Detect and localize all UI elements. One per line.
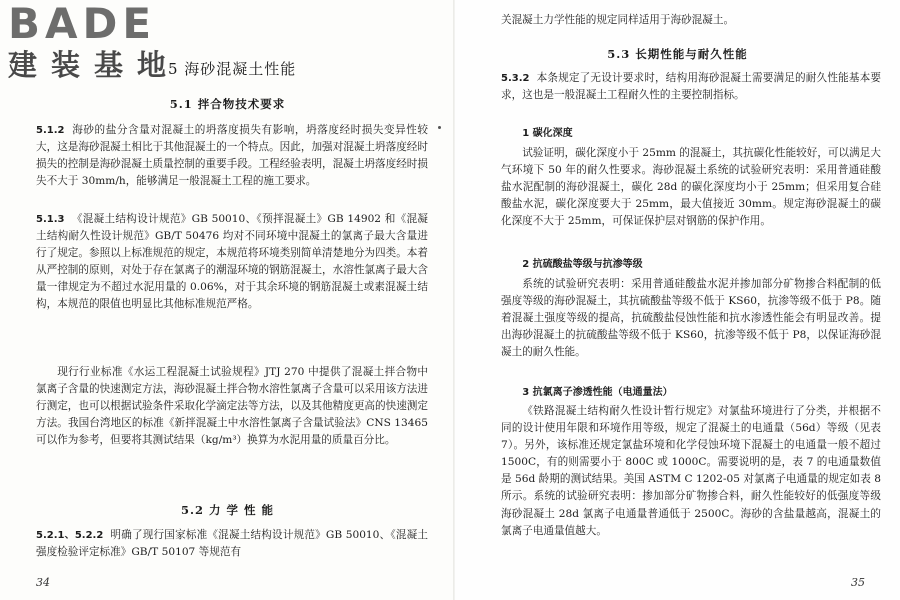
paragraph-5-2-1 [36,527,428,561]
clause-number: 5.2.1、5.2.2 [36,530,104,541]
paragraph-5-1-3 [36,211,428,314]
item-2-text: 系统的试验研究表明：采用普通硅酸盐水泥并掺加部分矿物掺合料配制的低强度等级的海砂混凝土，其抗硫酸盐等级不低于 KS60，抗渗等级不低于 P8。随着混凝土强度等级的提高，抗硫酸盐侵蚀性能和抗水渗透性能会有明显改善。提出海砂混凝土的抗硫酸盐等级不低于 KS60，抗渗等级不低于 P8，以保证海砂混凝土的耐久性能。 [501,278,881,359]
clause-number: 5.1.2 [36,125,65,136]
clause-text: 明确了现行国家标准《混凝土结构设计规范》GB 50010、《混凝土强度检验评定标准》GB/T 50107 等规范有 [36,529,428,559]
paragraph-5-1-3-continued: 现行行业标准《水运工程混凝土试验规程》JTJ 270 中提供了混凝土拌合物中氯离子含量的快速测定方法，海砂混凝土拌合物水溶性氯离子含量可以采用该方法进行测定，也可以根据试验条件采取化学滴定法等方法，以及其他精度更高的快速测定方法。我国台湾地区的标准《新拌混凝土中水溶性氯离子含量试验法》CNS 13465 可以作为参考，但要将其测试结果（kg/m³）换算为水泥用量的质量百分比。 [36,366,428,447]
logo-chinese: 建装基地 [8,48,181,82]
continued-text: 关混凝土力学性能的规定同样适用于海砂混凝土。 [501,14,735,26]
item-1-text: 试验证明，碳化深度小于 25mm 的混凝土，其抗碳化性能较好，可以满足大气环境下 50 年的耐久性要求。海砂混凝土系统的试验研究表明：采用普通硅酸盐水泥配制的海砂混凝土，碳化 28d 的碳化深度均小于 25mm；但采用复合硅酸盐水泥，碳化深度要大于 25mm，最大值接近 30mm。规定海砂混凝土的碳化深度不大于 25mm，可保证保护层对钢筋的保护作用。 [501,147,881,228]
logo-latin: BADE [8,0,157,48]
item-2-heading [501,256,881,273]
scan-speck [438,126,441,129]
paragraph-5-1-2 [36,122,428,190]
item-3-text: 《铁路混凝土结构耐久性设计暂行规定》对氯盐环境进行了分类，并根据不同的设计使用年限和环境作用等级，规定了混凝土的电通量（56d）等级（见表 7）。另外，该标准还规定氯盐环境和化学侵蚀环境下混凝土的电通量一般不超过 1500C，有的则需要小于 800C 或 1000C。需要说明的是，表 7 的电通量数值是 56d 龄期的测试结果。美国 ASTM C 1202-05 对氯离子电通量的规定如表 8 所示。系统的试验研究表明：掺加部分矿物掺合料，耐久性能较好的低强度等级海砂混凝土 28d 氯离子电通量普通低于 2500C。海砂的含盐量越高，混凝土的氯离子电通量值越大。 [501,405,881,537]
section-heading-5-3: 5.3 长期性能与耐久性能 [607,47,748,61]
item-3-title: 3 抗氯离子渗透性能（电通量法） [522,387,673,398]
chapter-title: 5 海砂混凝土性能 [168,60,297,78]
paragraph-5-3-2 [501,70,881,104]
item-1-heading [501,125,881,142]
item-1-title: 1 碳化深度 [522,128,573,139]
section-heading-5-1: 5.1 拌合物技术要求 [169,97,286,111]
clause-text: 海砂的盐分含量对混凝土的坍落度损失有影响，坍落度经时损失变异性较大，这是海砂混凝土相比于其他混凝土的一个特点。因此，加强对混凝土坍落度经时损失的控制是海砂混凝土质量控制的重要手段。工程经验表明，混凝土坍落度经时损失不大于 30mm/h，能够满足一般混凝土工程的施工要求。 [36,124,428,188]
page-number-right: 35 [851,576,865,589]
clause-text: 《混凝土结构设计规范》GB 50010、《预拌混凝土》GB 14902 和《混凝土结构耐久性设计规范》GB/T 50476 均对不同环境中混凝土的氯离子最大含量进行了规定。参照以上标准规范的规定，本规范将环境类别简单清楚地分为四类。本着从严控制的原则，对处于存在氯离子的潮湿环境的钢筋混凝土，水溶性氯离子最大含量一律规定为不超过水泥用量的 0.06%，对于其余环境的钢筋混凝土或素混凝土结构，本规范的限值也明显比其他标准规范严格。 [36,213,428,311]
item-3-heading [501,384,881,401]
right-page [455,0,900,600]
bade-watermark-logo [8,2,180,80]
page-number-left: 34 [36,576,50,589]
item-2-title: 2 抗硫酸盐等级与抗渗等级 [522,259,643,270]
clause-number: 5.3.2 [501,73,530,84]
clause-number: 5.1.3 [36,214,65,225]
section-heading-5-2: 5.2 力 学 性 能 [180,503,275,517]
clause-text: 本条规定了无设计要求时，结构用海砂混凝土需要满足的耐久性能基本要求，这也是一般混凝土工程耐久性的主要控制指标。 [501,72,881,102]
